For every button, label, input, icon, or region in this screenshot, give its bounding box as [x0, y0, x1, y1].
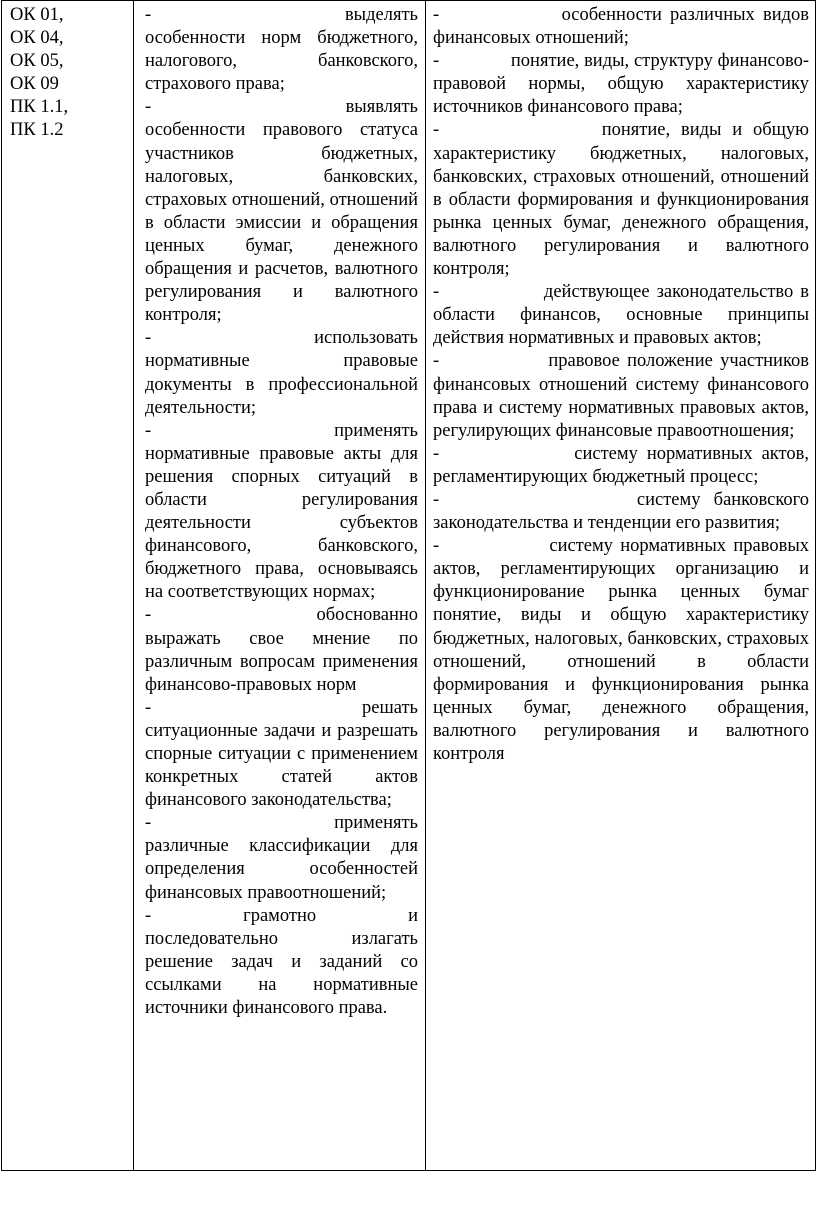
skill-text: нормативные правовые акты для решения спорных ситуаций в области регулирования деятельности субъектов финансового, банковского, бюджетного права, основываясь на соответствующих нормах; [145, 443, 418, 603]
knowledge-item: - понятие, виды и общую характеристику бюджетных, налоговых, банковских, страховых отношений, отношений в области формирования и функционирования рынка ценных бумаг, денежного обращения, валютного регулирования и валютного контроля; [433, 120, 809, 280]
skill-item [145, 905, 418, 1020]
skill-text: различные классификации для определения особенностей финансовых правоотношений; [145, 836, 418, 903]
skill-text: последовательно излагать решение задач и заданий со ссылками на нормативные источники финансового права. [145, 928, 418, 1019]
competency-code: ПК 1.1, [10, 97, 69, 118]
skill-lead: - применять [145, 813, 418, 834]
skill-text: выражать свое мнение по различным вопросам применения финансово-правовых норм [145, 628, 418, 695]
skill-lead: - грамотно и [145, 905, 418, 926]
competency-code: ОК 04, [10, 28, 64, 49]
competency-code: ОК 09 [10, 74, 59, 95]
skill-item [145, 812, 418, 904]
competency-code: ОК 01, [10, 5, 64, 25]
skills-cell [134, 1, 426, 1171]
skill-text: нормативные правовые документы в профессиональной деятельности; [145, 351, 418, 418]
skill-item [145, 697, 418, 812]
competency-code: ОК 05, [10, 51, 64, 72]
knowledge-cell [426, 1, 816, 1171]
skill-item [145, 327, 418, 419]
skill-item [145, 420, 418, 605]
skill-text: ситуационные задачи и разрешать спорные ситуации с применением конкретных статей актов финансового законодательства; [145, 720, 418, 811]
skill-item [145, 604, 418, 696]
competency-table [1, 0, 816, 1171]
knowledge-item: - систему банковского законодательства и тенденции его развития; [433, 489, 809, 534]
skill-lead: - выделять [145, 5, 418, 25]
skill-item [145, 4, 418, 96]
skill-item [145, 96, 418, 327]
competency-code: ПК 1.2 [10, 120, 64, 141]
skill-lead: - решать [145, 697, 418, 718]
table-row [2, 1, 816, 1171]
skill-text: особенности норм бюджетного, налогового, банковского, страхового права; [145, 28, 418, 95]
knowledge-item: - правовое положение участников финансовых отношений систему финансового права и систему нормативных правовых актов, регулирующих финансовые правоотношения; [433, 351, 809, 441]
knowledge-item: - особенности различных видов финансовых отношений; [433, 5, 809, 49]
skill-lead: - использовать [145, 328, 418, 349]
knowledge-item: - действующее законодательство в области финансов, основные принципы действия нормативных и правовых актов; [433, 282, 809, 349]
skill-lead: - применять [145, 420, 418, 441]
competency-codes-cell [2, 1, 134, 1171]
skill-lead: - выявлять [145, 97, 418, 118]
skill-lead: - обоснованно [145, 605, 418, 626]
knowledge-item: - систему нормативных актов, регламентирующих бюджетный процесс; [433, 443, 809, 487]
knowledge-item: - понятие, виды, структуру финансово-правовой нормы, общую характеристику источников финансового права; [433, 51, 809, 118]
knowledge-item: - систему нормативных правовых актов, регламентирующих организацию и функционирование рынка ценных бумаг понятие, виды и общую характеристику бюджетных, налоговых, банковских, страховых отношений, отношений в области формирования и функционирования рынка ценных бумаг, денежного обращения, валютного регулирования и валютного контроля [433, 536, 809, 764]
skill-text: особенности правового статуса участников бюджетных, налоговых, банковских, страховых отношений, отношений в области эмиссии и обращения ценных бумаг, денежного обращения и расчетов, валютного регулирования и валютного контроля; [145, 120, 418, 326]
